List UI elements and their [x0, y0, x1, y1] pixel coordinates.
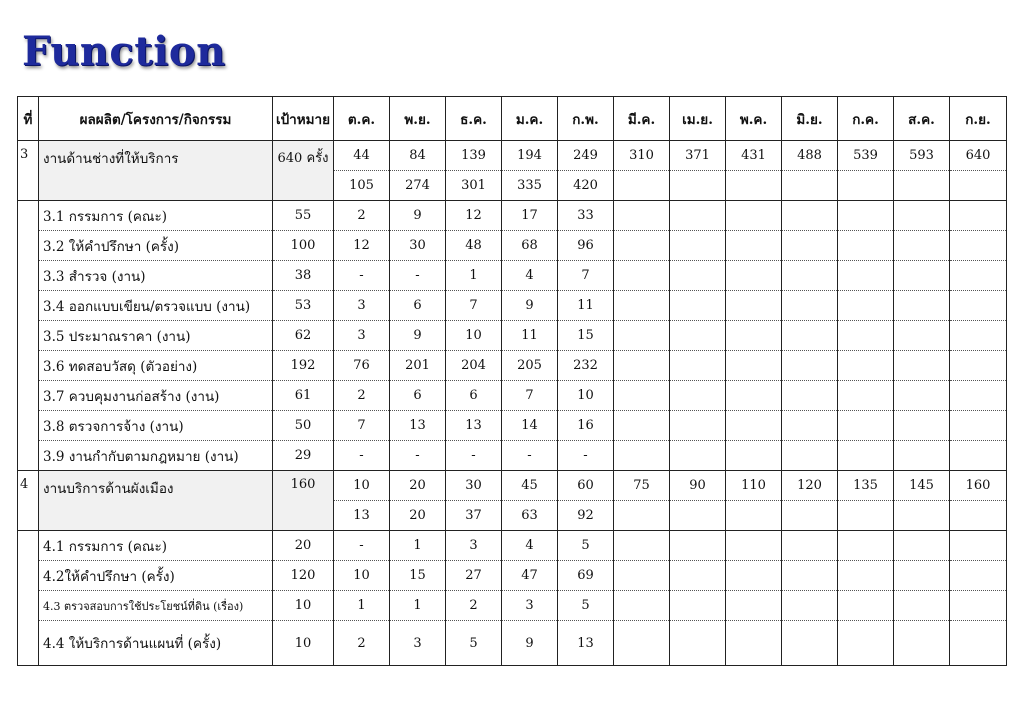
plan-value: 110	[726, 471, 782, 501]
item-value	[726, 621, 782, 666]
actual-value: 20	[390, 501, 446, 531]
item-row	[18, 381, 1007, 411]
item-value: 9	[390, 321, 446, 351]
header-row	[18, 97, 1007, 141]
item-value	[670, 381, 726, 411]
item-value: 9	[390, 201, 446, 231]
actual-value	[950, 501, 1007, 531]
item-value	[950, 351, 1007, 381]
actual-value	[726, 501, 782, 531]
item-row	[18, 201, 1007, 231]
actual-value	[838, 501, 894, 531]
item-value: 47	[502, 561, 558, 591]
item-value	[726, 351, 782, 381]
item-value	[894, 231, 950, 261]
item-value	[782, 351, 838, 381]
item-value	[670, 201, 726, 231]
item-label: 3.1 กรรมการ (คณะ)	[39, 201, 273, 231]
actual-value: 13	[334, 501, 390, 531]
item-value	[894, 441, 950, 471]
plan-value: 160	[950, 471, 1007, 501]
item-value	[950, 561, 1007, 591]
item-value: 13	[446, 411, 502, 441]
item-number-blank	[18, 531, 39, 666]
item-value	[726, 591, 782, 621]
plan-value: 640	[950, 141, 1007, 171]
item-value	[670, 591, 726, 621]
item-value	[614, 621, 670, 666]
actual-value	[670, 501, 726, 531]
actual-value	[838, 171, 894, 201]
item-value: 96	[558, 231, 614, 261]
plan-value: 431	[726, 141, 782, 171]
item-value	[950, 201, 1007, 231]
item-value: 14	[502, 411, 558, 441]
actual-value: 105	[334, 171, 390, 201]
item-value: 205	[502, 351, 558, 381]
item-value	[670, 291, 726, 321]
item-value: -	[390, 261, 446, 291]
item-value	[726, 321, 782, 351]
header-month: ต.ค.	[334, 97, 390, 141]
item-value: 201	[390, 351, 446, 381]
plan-value: 20	[390, 471, 446, 501]
section-target: 640 ครั้ง	[273, 141, 334, 201]
item-value: 12	[446, 201, 502, 231]
plan-value: 371	[670, 141, 726, 171]
actual-value	[614, 171, 670, 201]
item-value	[726, 231, 782, 261]
item-value	[614, 531, 670, 561]
plan-value: 75	[614, 471, 670, 501]
item-value: 2	[334, 381, 390, 411]
item-value	[838, 201, 894, 231]
item-value	[726, 201, 782, 231]
item-value: 9	[502, 621, 558, 666]
function-table	[17, 96, 1007, 666]
item-value: 13	[390, 411, 446, 441]
item-value	[838, 441, 894, 471]
item-value	[894, 321, 950, 351]
item-target: 29	[273, 441, 334, 471]
item-row	[18, 291, 1007, 321]
actual-value: 420	[558, 171, 614, 201]
item-label: 4.2ให้คำปรึกษา (ครั้ง)	[39, 561, 273, 591]
table-header	[18, 97, 1007, 141]
item-value: 12	[334, 231, 390, 261]
item-row	[18, 321, 1007, 351]
page-title: Function	[22, 28, 226, 75]
actual-value: 63	[502, 501, 558, 531]
item-number-blank	[18, 201, 39, 471]
item-value: 7	[334, 411, 390, 441]
item-row	[18, 231, 1007, 261]
item-value: 2	[334, 201, 390, 231]
item-target: 38	[273, 261, 334, 291]
item-value	[782, 441, 838, 471]
item-value	[782, 261, 838, 291]
item-value: -	[334, 261, 390, 291]
item-value	[894, 201, 950, 231]
item-value: 1	[390, 591, 446, 621]
header-month: ส.ค.	[894, 97, 950, 141]
item-label: 3.4 ออกแบบเขียน/ตรวจแบบ (งาน)	[39, 291, 273, 321]
item-value	[838, 591, 894, 621]
plan-value: 135	[838, 471, 894, 501]
plan-value: 45	[502, 471, 558, 501]
item-value: 48	[446, 231, 502, 261]
header-month: มี.ค.	[614, 97, 670, 141]
item-value	[726, 531, 782, 561]
item-value: 10	[334, 561, 390, 591]
item-label: 3.6 ทดสอบวัสดุ (ตัวอย่าง)	[39, 351, 273, 381]
item-value: 5	[558, 531, 614, 561]
header-month: ก.ค.	[838, 97, 894, 141]
header-month: มิ.ย.	[782, 97, 838, 141]
header-month: พ.ย.	[390, 97, 446, 141]
item-value	[894, 621, 950, 666]
item-value	[838, 531, 894, 561]
item-label: 4.1 กรรมการ (คณะ)	[39, 531, 273, 561]
item-label: 3.5 ประมาณราคา (งาน)	[39, 321, 273, 351]
item-value: -	[334, 441, 390, 471]
actual-value	[670, 171, 726, 201]
item-value	[782, 591, 838, 621]
plan-value: 30	[446, 471, 502, 501]
item-value	[950, 231, 1007, 261]
plan-value: 145	[894, 471, 950, 501]
actual-value	[726, 171, 782, 201]
actual-value: 301	[446, 171, 502, 201]
item-value	[950, 261, 1007, 291]
item-value	[614, 291, 670, 321]
item-value	[838, 351, 894, 381]
item-value	[670, 621, 726, 666]
header-month: พ.ค.	[726, 97, 782, 141]
item-value: 6	[390, 381, 446, 411]
item-value	[614, 321, 670, 351]
item-value: 3	[446, 531, 502, 561]
item-value	[950, 621, 1007, 666]
item-value	[950, 321, 1007, 351]
item-value: 3	[334, 291, 390, 321]
plan-value: 60	[558, 471, 614, 501]
item-value	[950, 411, 1007, 441]
item-value	[670, 351, 726, 381]
item-value: 30	[390, 231, 446, 261]
item-value	[782, 411, 838, 441]
section-plan-row	[18, 471, 1007, 501]
item-value	[838, 411, 894, 441]
item-value: 204	[446, 351, 502, 381]
item-target: 10	[273, 621, 334, 666]
actual-value: 37	[446, 501, 502, 531]
item-value	[726, 411, 782, 441]
plan-value: 593	[894, 141, 950, 171]
item-target: 62	[273, 321, 334, 351]
item-label: 3.8 ตรวจการจ้าง (งาน)	[39, 411, 273, 441]
item-value: 2	[334, 621, 390, 666]
item-label: 3.9 งานกำกับตามกฎหมาย (งาน)	[39, 441, 273, 471]
item-value	[894, 531, 950, 561]
item-value	[782, 381, 838, 411]
item-value	[670, 531, 726, 561]
item-value: 33	[558, 201, 614, 231]
item-target: 120	[273, 561, 334, 591]
item-value	[838, 561, 894, 591]
item-value	[950, 531, 1007, 561]
item-value	[782, 321, 838, 351]
item-value: 1	[390, 531, 446, 561]
item-value: 15	[390, 561, 446, 591]
section-title: งานด้านช่างที่ให้บริการ	[39, 141, 273, 201]
item-value	[838, 231, 894, 261]
item-value: 3	[334, 321, 390, 351]
item-value: 68	[502, 231, 558, 261]
item-value	[782, 231, 838, 261]
header-activity: ผลผลิต/โครงการ/กิจกรรม	[39, 97, 273, 141]
actual-value	[782, 171, 838, 201]
item-value	[614, 201, 670, 231]
item-value: 16	[558, 411, 614, 441]
actual-value: 92	[558, 501, 614, 531]
item-value: 10	[558, 381, 614, 411]
table-body	[18, 141, 1007, 666]
plan-value: 90	[670, 471, 726, 501]
item-target: 192	[273, 351, 334, 381]
item-value	[614, 411, 670, 441]
item-target: 55	[273, 201, 334, 231]
item-value	[670, 321, 726, 351]
item-value	[950, 591, 1007, 621]
plan-value: 44	[334, 141, 390, 171]
item-value	[614, 591, 670, 621]
item-value: 3	[390, 621, 446, 666]
actual-value	[894, 171, 950, 201]
item-value: 1	[446, 261, 502, 291]
section-number: 3	[18, 141, 39, 201]
section-target: 160	[273, 471, 334, 531]
item-value	[894, 351, 950, 381]
item-value: -	[334, 531, 390, 561]
item-target: 100	[273, 231, 334, 261]
actual-value	[782, 501, 838, 531]
item-row	[18, 441, 1007, 471]
item-value	[614, 381, 670, 411]
item-row	[18, 561, 1007, 591]
item-value	[782, 531, 838, 561]
item-value: 11	[502, 321, 558, 351]
header-no: ที่	[18, 97, 39, 141]
header-month: ก.ย.	[950, 97, 1007, 141]
item-row	[18, 351, 1007, 381]
item-label: 4.4 ให้บริการด้านแผนที่ (ครั้ง)	[39, 621, 273, 666]
item-target: 61	[273, 381, 334, 411]
item-value	[726, 441, 782, 471]
plan-value: 10	[334, 471, 390, 501]
item-value	[894, 561, 950, 591]
header-month: ม.ค.	[502, 97, 558, 141]
item-row	[18, 261, 1007, 291]
item-value	[894, 261, 950, 291]
item-target: 50	[273, 411, 334, 441]
item-value: -	[390, 441, 446, 471]
item-value: 5	[446, 621, 502, 666]
item-value	[614, 351, 670, 381]
item-target: 20	[273, 531, 334, 561]
item-value	[950, 381, 1007, 411]
item-value	[838, 381, 894, 411]
item-value	[838, 321, 894, 351]
item-value	[782, 561, 838, 591]
item-value	[782, 291, 838, 321]
header-target: เป้าหมาย	[273, 97, 334, 141]
item-value	[894, 381, 950, 411]
plan-value: 539	[838, 141, 894, 171]
section-plan-row	[18, 141, 1007, 171]
item-row	[18, 411, 1007, 441]
item-label: 3.7 ควบคุมงานก่อสร้าง (งาน)	[39, 381, 273, 411]
item-value: 10	[446, 321, 502, 351]
item-value: 4	[502, 261, 558, 291]
item-row	[18, 621, 1007, 666]
plan-value: 488	[782, 141, 838, 171]
item-value	[726, 381, 782, 411]
item-value: 1	[334, 591, 390, 621]
item-value	[670, 231, 726, 261]
item-value	[726, 261, 782, 291]
plan-value: 310	[614, 141, 670, 171]
item-value: 76	[334, 351, 390, 381]
actual-value: 274	[390, 171, 446, 201]
item-value: 232	[558, 351, 614, 381]
item-value	[726, 561, 782, 591]
item-value: 27	[446, 561, 502, 591]
item-value: 13	[558, 621, 614, 666]
item-value	[838, 261, 894, 291]
plan-value: 194	[502, 141, 558, 171]
item-value: 9	[502, 291, 558, 321]
section-number: 4	[18, 471, 39, 531]
item-value	[894, 411, 950, 441]
item-value: 5	[558, 591, 614, 621]
plan-value: 139	[446, 141, 502, 171]
actual-value	[894, 501, 950, 531]
header-month: ธ.ค.	[446, 97, 502, 141]
item-value	[670, 261, 726, 291]
item-value: -	[502, 441, 558, 471]
item-target: 53	[273, 291, 334, 321]
item-value	[614, 561, 670, 591]
actual-value: 335	[502, 171, 558, 201]
actual-value	[614, 501, 670, 531]
item-value	[950, 291, 1007, 321]
item-target: 10	[273, 591, 334, 621]
item-value: 7	[502, 381, 558, 411]
plan-value: 84	[390, 141, 446, 171]
item-row	[18, 591, 1007, 621]
item-value	[614, 231, 670, 261]
item-value	[614, 261, 670, 291]
item-value	[782, 621, 838, 666]
item-label: 3.3 สำรวจ (งาน)	[39, 261, 273, 291]
item-value	[838, 291, 894, 321]
plan-value: 120	[782, 471, 838, 501]
item-value	[670, 441, 726, 471]
item-value	[894, 591, 950, 621]
item-row	[18, 531, 1007, 561]
item-value: 17	[502, 201, 558, 231]
item-value: 11	[558, 291, 614, 321]
item-label: 3.2 ให้คำปรึกษา (ครั้ง)	[39, 231, 273, 261]
item-value: 3	[502, 591, 558, 621]
header-month: เม.ย.	[670, 97, 726, 141]
item-value: 2	[446, 591, 502, 621]
item-value: -	[446, 441, 502, 471]
item-label: 4.3 ตรวจสอบการใช้ประโยชน์ที่ดิน (เรื่อง)	[39, 591, 273, 621]
actual-value	[950, 171, 1007, 201]
item-value: -	[558, 441, 614, 471]
item-value	[614, 441, 670, 471]
header-month: ก.พ.	[558, 97, 614, 141]
item-value	[894, 291, 950, 321]
item-value	[670, 561, 726, 591]
item-value: 4	[502, 531, 558, 561]
item-value: 6	[446, 381, 502, 411]
item-value	[726, 291, 782, 321]
item-value	[670, 411, 726, 441]
item-value	[782, 201, 838, 231]
item-value	[950, 441, 1007, 471]
item-value: 7	[446, 291, 502, 321]
item-value: 7	[558, 261, 614, 291]
item-value: 6	[390, 291, 446, 321]
item-value: 69	[558, 561, 614, 591]
item-value	[838, 621, 894, 666]
section-title: งานบริการด้านผังเมือง	[39, 471, 273, 531]
plan-value: 249	[558, 141, 614, 171]
item-value: 15	[558, 321, 614, 351]
